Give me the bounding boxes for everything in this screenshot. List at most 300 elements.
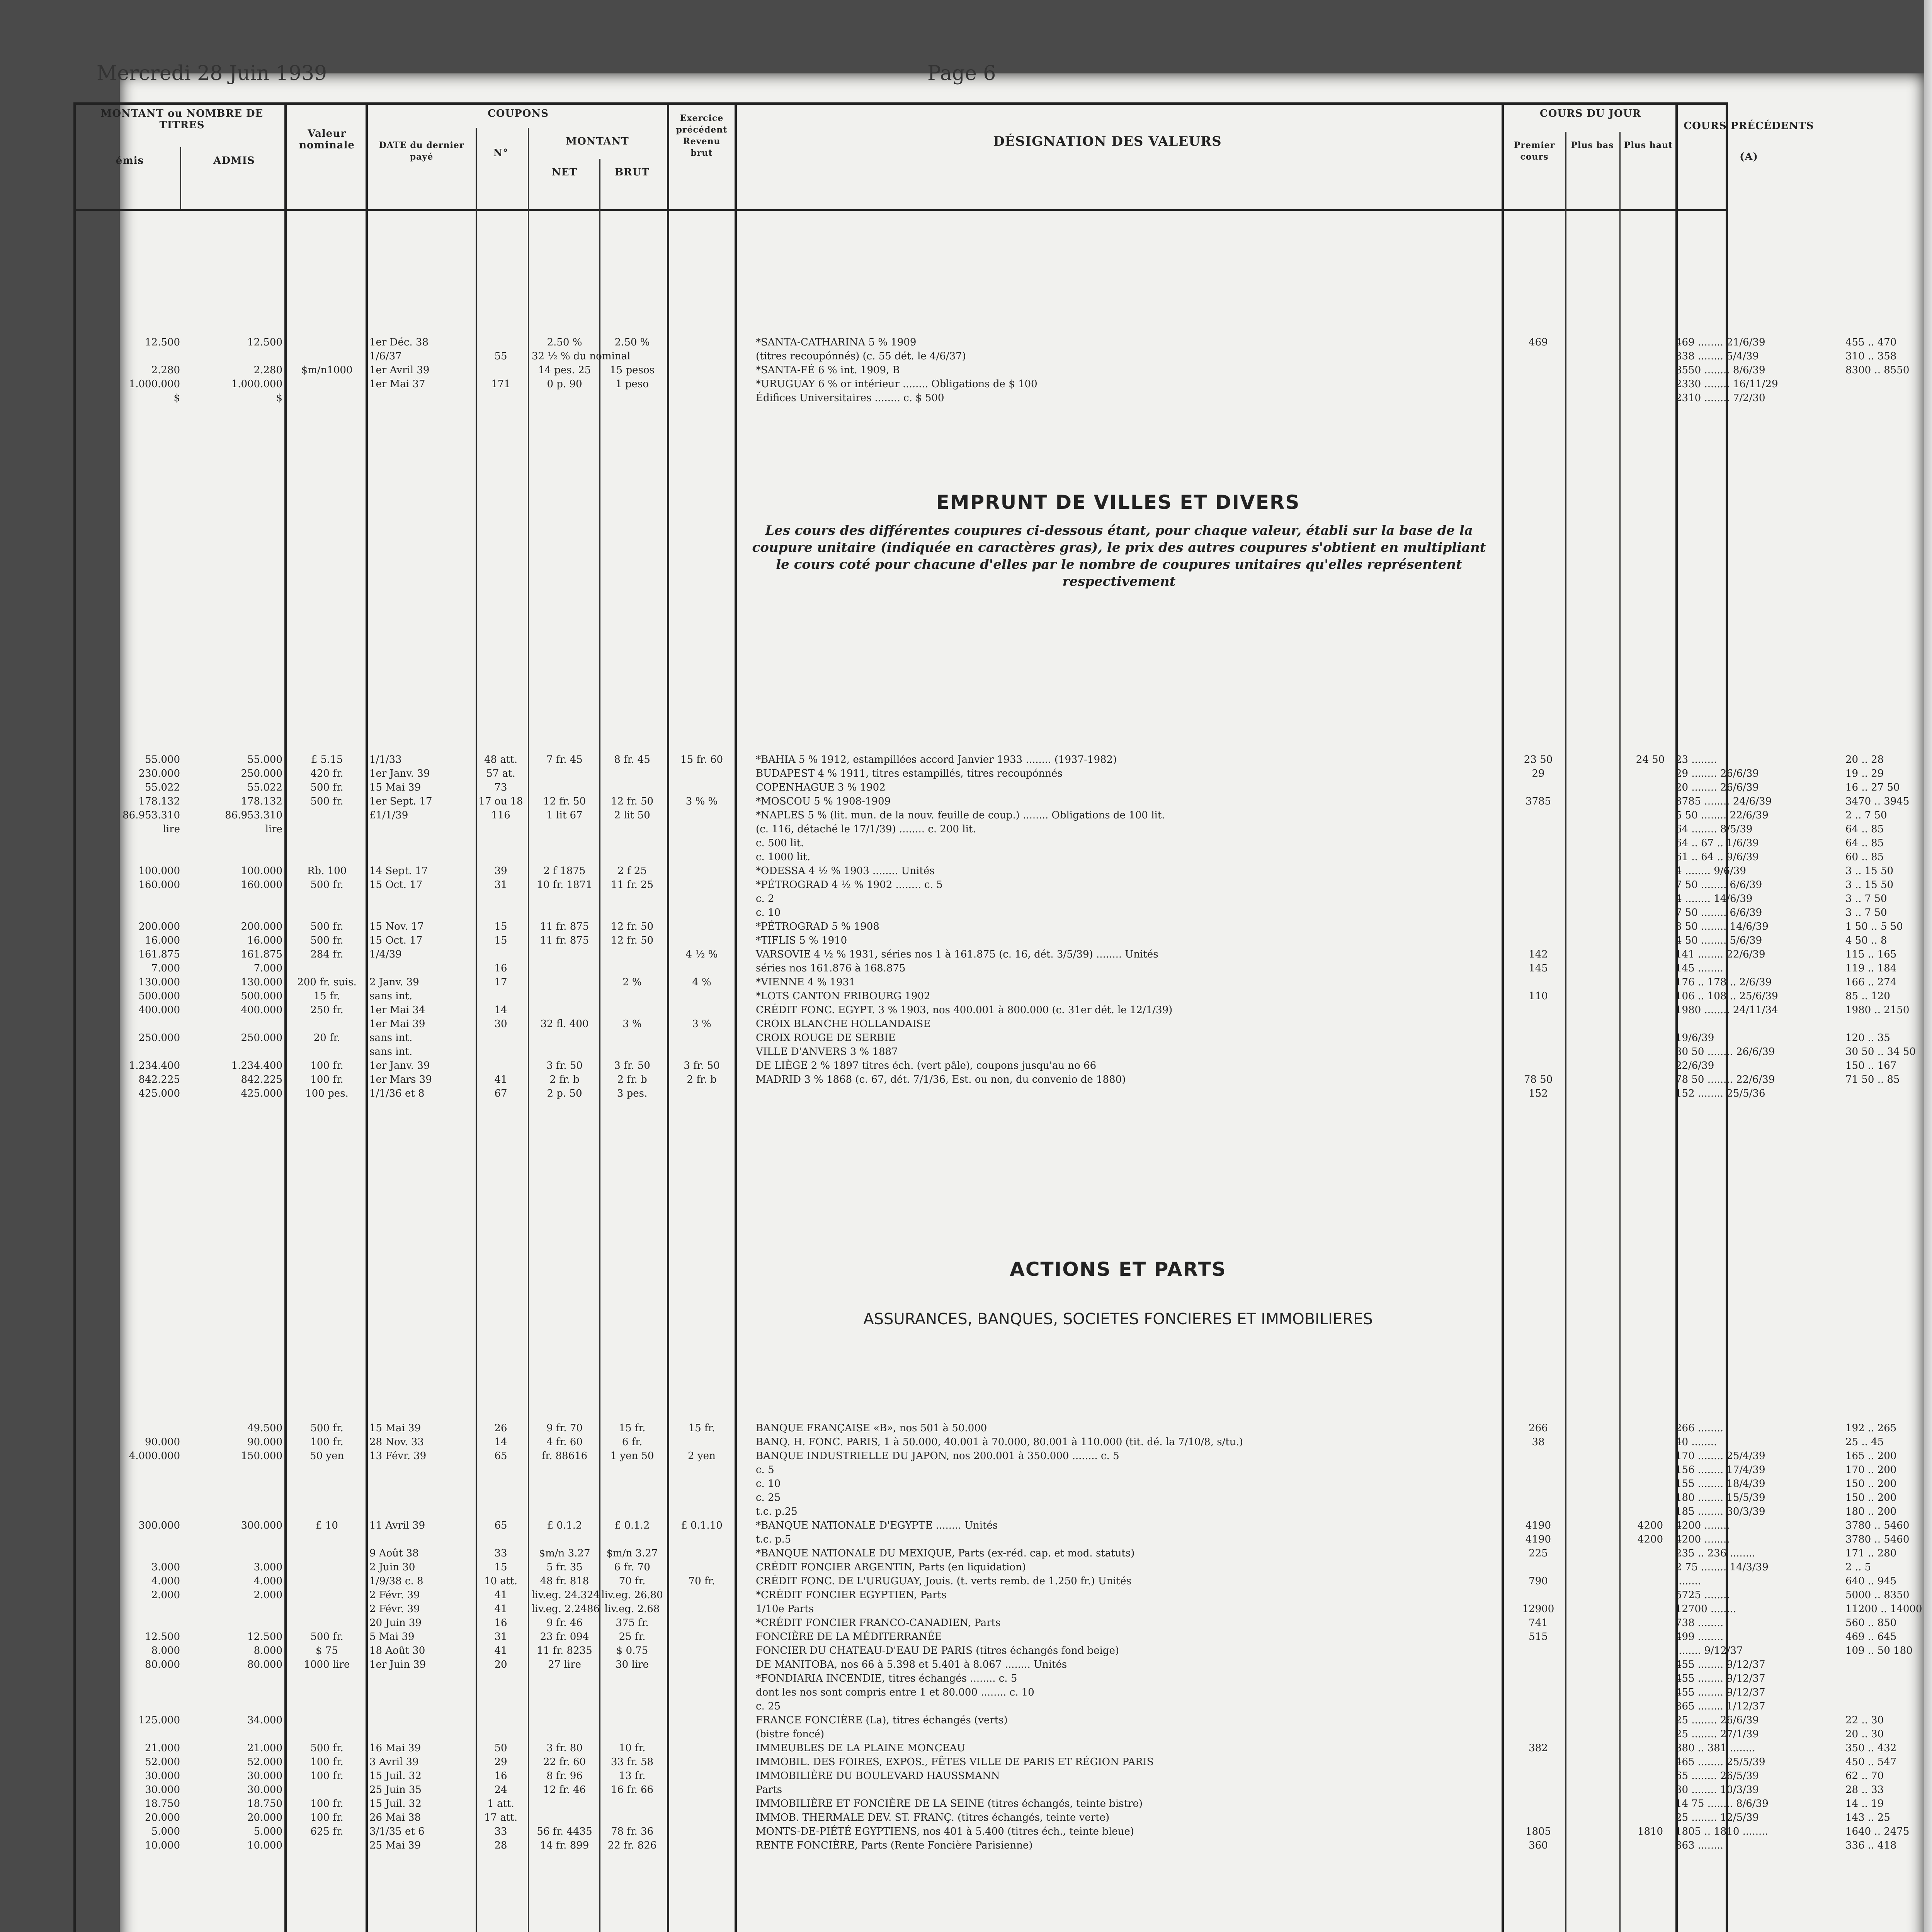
cell-pc: 38 <box>1532 1436 1545 1448</box>
cell-emis: 30.000 <box>145 1784 180 1796</box>
col-coupons: COUPONS <box>488 108 549 119</box>
cell-emis: 2.280 <box>151 364 180 376</box>
cell-val: 20 fr. <box>313 1032 340 1044</box>
cell-emis: 55.022 <box>145 782 180 793</box>
cell-des: CRÉDIT FONC. DE L'URUGUAY, Jouis. (t. verts remb. de 1.250 fr.) Unités <box>756 1575 1131 1587</box>
col-cours-precedents-a: (A) <box>1740 151 1758 163</box>
cell-net: liv.eg. 24.324 <box>532 1589 600 1601</box>
table-row <box>76 1074 1900 1087</box>
cell-prec: 22/6/39 <box>1675 1060 1714 1071</box>
cell-des: c. 5 <box>756 1464 774 1476</box>
table-row <box>76 865 1894 878</box>
cell-rel: 20 .. 28 <box>1845 754 1884 765</box>
cell-des: c. 10 <box>756 907 781 918</box>
cell-date: 15 Juil. 32 <box>369 1798 422 1810</box>
cell-prec: 4 50 ........ 5/6/39 <box>1675 935 1762 946</box>
cell-prec: 20 ........ 26/6/39 <box>1675 782 1759 793</box>
cell-admis: 34.000 <box>247 1714 282 1726</box>
cell-des: *BANQUE NATIONALE D'EGYPTE ........ Unités <box>756 1520 998 1531</box>
table-row <box>76 768 1884 781</box>
cell-val: 15 fr. <box>313 990 340 1002</box>
cell-rel: 11200 .. 14000 <box>1845 1603 1922 1615</box>
cell-admis: 160.000 <box>241 879 282 891</box>
table-row <box>76 823 1884 837</box>
cell-prec: 465 ........ 25/5/39 <box>1675 1756 1765 1768</box>
cell-date: £1/1/39 <box>369 810 408 821</box>
cell-net: £ 0.1.2 <box>547 1520 582 1531</box>
cell-net: 3 fr. 50 <box>546 1060 583 1071</box>
cell-brut: 3 pes. <box>617 1088 648 1099</box>
cell-des: (bistre foncé) <box>756 1728 825 1740</box>
cell-net: 10 fr. 1871 <box>537 879 592 891</box>
cell-admis: 18.750 <box>247 1798 282 1810</box>
cell-des: c. 2 <box>756 893 774 905</box>
cell-net: 4 fr. 60 <box>546 1436 583 1448</box>
cell-prec: 25 ........ 26/6/39 <box>1675 1714 1759 1726</box>
cell-emis: 160.000 <box>138 879 180 891</box>
cell-emis: 500.000 <box>138 990 180 1002</box>
cell-pc: 515 <box>1529 1631 1548 1643</box>
cell-rel: 640 .. 945 <box>1845 1575 1897 1587</box>
cell-brut: 2 % <box>622 976 642 988</box>
cell-des: *ODESSA 4 ½ % 1903 ........ Unités <box>756 865 935 877</box>
cell-prec: 4200 ........ <box>1675 1534 1730 1545</box>
cell-rel: 350 .. 432 <box>1845 1742 1897 1754</box>
cell-prec: 180 ........ 15/5/39 <box>1675 1492 1765 1503</box>
table-row <box>76 796 1910 809</box>
cell-val: 100 fr. <box>310 1074 344 1085</box>
cell-net: 14 fr. 899 <box>540 1840 589 1851</box>
cell-brut: 13 fr. <box>619 1770 646 1782</box>
cell-emis: 18.750 <box>145 1798 180 1810</box>
cell-prec: 2330 ........ 16/11/29 <box>1675 378 1778 390</box>
cell-emis: 10.000 <box>145 1840 180 1851</box>
cell-prec: 4 ........ 14/6/39 <box>1675 893 1753 905</box>
cell-rel: 119 .. 184 <box>1845 963 1897 974</box>
cell-brut: 2 lit 50 <box>614 810 650 821</box>
cell-des: 1/10e Parts <box>756 1603 814 1615</box>
col-plus-haut: Plus haut <box>1624 140 1673 150</box>
cell-emis: 20.000 <box>145 1812 180 1823</box>
cell-date: 26 Mai 38 <box>369 1812 421 1823</box>
cell-rel: 28 .. 33 <box>1845 1784 1884 1796</box>
cell-val: 250 fr. <box>310 1004 344 1016</box>
cell-prec: 5725 ........ <box>1675 1589 1730 1601</box>
cell-admis: 80.000 <box>247 1659 282 1670</box>
cell-no: 41 <box>494 1645 507 1656</box>
cell-prec: 25 ........ 12/5/39 <box>1675 1812 1759 1823</box>
cell-net: 5 fr. 35 <box>546 1561 583 1573</box>
cell-prec: 14 75 ........ 8/6/39 <box>1675 1798 1769 1810</box>
cell-emis: 200.000 <box>138 921 180 932</box>
cell-no: 41 <box>494 1603 507 1615</box>
cell-rev: 3 % <box>692 1018 711 1030</box>
cell-date: 16 Mai 39 <box>369 1742 421 1754</box>
cell-rel: 143 .. 25 <box>1845 1812 1890 1823</box>
cell-admis: 10.000 <box>247 1840 282 1851</box>
table-row <box>76 1561 1871 1575</box>
cell-rel: 560 .. 850 <box>1845 1617 1897 1629</box>
cell-no: 48 att. <box>484 754 517 765</box>
cell-emis: 7.000 <box>151 963 180 974</box>
table-row <box>76 837 1884 850</box>
cell-rev: 3 % % <box>685 796 718 807</box>
cell-brut: 12 fr. 50 <box>611 921 654 932</box>
cell-date: 1er Mars 39 <box>369 1074 432 1085</box>
cell-des: *MOSCOU 5 % 1908-1909 <box>756 796 891 807</box>
col-designation: DÉSIGNATION DES VALEURS <box>993 134 1222 149</box>
cell-val: 100 fr. <box>310 1812 344 1823</box>
cell-des: FONCIÈRE DE LA MÉDITERRANÉE <box>756 1631 942 1643</box>
col-net: NET <box>552 167 577 178</box>
cell-rel: 71 50 .. 85 <box>1845 1074 1900 1085</box>
cell-val: 1000 lire <box>304 1659 350 1670</box>
cell-rel: 150 .. 167 <box>1845 1060 1897 1071</box>
cell-emis: 90.000 <box>145 1436 180 1448</box>
cell-brut: 6 fr. <box>622 1436 643 1448</box>
cell-admis: 8.000 <box>253 1645 282 1656</box>
cell-des: c. 25 <box>756 1492 781 1503</box>
cell-admis: 3.000 <box>253 1561 282 1573</box>
cell-date: 2 Juin 30 <box>369 1561 415 1573</box>
cell-rel: 192 .. 265 <box>1845 1422 1897 1434</box>
cell-date: 15 Oct. 17 <box>369 879 423 891</box>
cell-prec: 8550 ........ 8/6/39 <box>1675 364 1765 376</box>
cell-val: 625 fr. <box>310 1826 344 1837</box>
cell-rel: 450 .. 547 <box>1845 1756 1897 1768</box>
cell-date: 1/1/33 <box>369 754 402 765</box>
section-emprunts-note: Les cours des différentes coupures ci-dessous étant, pour chaque valeur, établi sur la base de la coupure unitaire (indiquée en caractères gras), le prix des autres coupures s'obtient en multipliant le cours coté pour chacune d'elles par le nombre de coupures unitaires qu'elles représentent respectivement <box>752 523 1486 589</box>
table-row <box>76 754 1884 767</box>
cell-net: 22 fr. 60 <box>543 1756 586 1768</box>
cell-rev: 70 fr. <box>688 1575 715 1587</box>
table-row <box>76 1645 1913 1658</box>
cell-date: 1er Mai 34 <box>369 1004 425 1016</box>
cell-rev: £ 0.1.10 <box>681 1520 723 1531</box>
cell-net: 9 fr. 70 <box>546 1422 583 1434</box>
cell-date: 1/4/39 <box>369 949 402 960</box>
cell-des: *URUGUAY 6 % or intérieur ........ Obligations de $ 100 <box>756 378 1037 390</box>
cell-rel: 3 .. 15 50 <box>1845 865 1894 877</box>
cell-prec: 4200 ........ <box>1675 1520 1730 1531</box>
cell-rel: 455 .. 470 <box>1845 337 1897 348</box>
cell-net: 2 f 1875 <box>543 865 586 877</box>
cell-net: 1 lit 67 <box>546 810 583 821</box>
cell-no: 10 att. <box>484 1575 517 1587</box>
cell-net: 0 p. 90 <box>547 378 582 390</box>
table-row <box>76 1812 1890 1825</box>
cell-rel: 3470 .. 3945 <box>1845 796 1910 807</box>
cell-rel: 3780 .. 5460 <box>1845 1520 1910 1531</box>
cell-net: 32 fl. 400 <box>540 1018 589 1030</box>
cell-rel: 64 .. 85 <box>1845 823 1884 835</box>
col-numero: N° <box>493 147 509 159</box>
table-row <box>76 350 1897 364</box>
cell-prec: 5 50 ........ 22/6/39 <box>1675 810 1769 821</box>
table-row <box>76 1464 1897 1477</box>
cell-net: 9 fr. 46 <box>546 1617 583 1629</box>
cell-rel: 115 .. 165 <box>1845 949 1897 960</box>
cell-rel: 120 .. 35 <box>1845 1032 1890 1044</box>
col-date-dernier: DATE du dernier payé <box>379 140 464 162</box>
cell-rel: 1640 .. 2475 <box>1845 1826 1910 1837</box>
cell-val: 100 fr. <box>310 1436 344 1448</box>
cell-brut: 25 fr. <box>619 1631 646 1643</box>
col-montant-coupon: MONTANT <box>566 136 629 147</box>
cell-val: Rb. 100 <box>307 865 347 877</box>
table-row <box>76 1575 1897 1588</box>
cell-prec: 170 ........ 25/4/39 <box>1675 1450 1765 1462</box>
cell-rev: 2 yen <box>688 1450 716 1462</box>
cell-date: 1er Mai 37 <box>369 378 425 390</box>
cell-net: 8 fr. 96 <box>546 1770 583 1782</box>
cell-des: t.c. p.25 <box>756 1506 798 1517</box>
col-valeur: Valeur nominale <box>299 128 355 151</box>
cell-no: 41 <box>494 1589 507 1601</box>
cell-des: VILLE D'ANVERS 3 % 1887 <box>756 1046 898 1058</box>
cell-des: c. 10 <box>756 1478 781 1490</box>
cell-rel: 2 .. 5 <box>1845 1561 1871 1573</box>
cell-val: 500 fr. <box>310 1742 344 1754</box>
cell-rev: 3 fr. 50 <box>684 1060 720 1071</box>
cell-prec: 365 ........ 1/12/37 <box>1675 1701 1765 1712</box>
cell-no: 17 att. <box>484 1812 517 1823</box>
cell-des: Parts <box>756 1784 782 1796</box>
cell-prec: 455 ........ 9/12/37 <box>1675 1659 1765 1670</box>
cell-no: 39 <box>494 865 507 877</box>
cell-no: 14 <box>494 1436 507 1448</box>
cell-emis: 2.000 <box>151 1589 180 1601</box>
cell-val: 100 fr. <box>310 1060 344 1071</box>
cell-pc: 790 <box>1529 1575 1548 1587</box>
cell-emis: 52.000 <box>145 1756 180 1768</box>
cell-brut: 12 fr. 50 <box>611 935 654 946</box>
cell-rel: 4 50 .. 8 <box>1845 935 1887 946</box>
cell-prec: 78 50 ........ 22/6/39 <box>1675 1074 1775 1085</box>
table-row <box>76 1046 1916 1059</box>
cell-no: 73 <box>494 782 507 793</box>
cell-des: *LOTS CANTON FRIBOURG 1902 <box>756 990 930 1002</box>
cell-no: 171 <box>491 378 510 390</box>
cell-prec: ........ <box>1675 1575 1701 1587</box>
cell-pc: 29 <box>1532 768 1545 779</box>
table-row <box>76 1714 1884 1728</box>
cell-val: 500 fr. <box>310 782 344 793</box>
cell-pc: 78 50 <box>1524 1074 1553 1085</box>
table-row <box>76 1603 1922 1616</box>
cell-brut: 70 fr. <box>619 1575 646 1587</box>
col-montant: MONTANT ou NOMBRE DE TITRES <box>100 108 264 131</box>
cell-brut: 3 fr. 50 <box>614 1060 650 1071</box>
cell-val: 500 fr. <box>310 879 344 891</box>
table-row <box>76 1450 1897 1463</box>
cell-rel: 8300 .. 8550 <box>1845 364 1910 376</box>
cell-no: 50 <box>494 1742 507 1754</box>
cell-pc: 3785 <box>1525 796 1551 807</box>
table-row <box>76 949 1897 962</box>
cell-date: sans int. <box>369 990 412 1002</box>
cell-prec: 141 ........ 22/6/39 <box>1675 949 1765 960</box>
cell-emis: 3.000 <box>151 1561 180 1573</box>
cell-date: 2 Févr. 39 <box>369 1589 420 1601</box>
cell-prec: 19/6/39 <box>1675 1032 1714 1044</box>
cell-des: *SANTA-FÉ 6 % int. 1909, B <box>756 364 900 376</box>
cell-date: 15 Mai 39 <box>369 782 421 793</box>
cell-pc: 145 <box>1529 963 1548 974</box>
cell-admis: 20.000 <box>247 1812 282 1823</box>
cell-pc: 225 <box>1529 1548 1548 1559</box>
cell-emis: 16.000 <box>145 935 180 946</box>
cell-emis: 125.000 <box>138 1714 180 1726</box>
cell-date: 15 Nov. 17 <box>369 921 424 932</box>
table-row <box>76 1589 1910 1602</box>
cell-date: 1er Avril 39 <box>369 364 430 376</box>
cell-des: IMMOBILIÈRE DU BOULEVARD HAUSSMANN <box>756 1770 1000 1782</box>
cell-emis: 12.500 <box>145 1631 180 1643</box>
cell-des: *PÉTROGRAD 5 % 1908 <box>756 921 879 932</box>
cell-no: 1 att. <box>487 1798 514 1810</box>
cell-des: COPENHAGUE 3 % 1902 <box>756 782 886 793</box>
cell-des: *SANTA-CATHARINA 5 % 1909 <box>756 337 917 348</box>
cell-admis: 55.022 <box>247 782 282 793</box>
table-row <box>76 935 1887 948</box>
cell-net: 12 fr. 46 <box>543 1784 586 1796</box>
cell-emis: 55.000 <box>145 754 180 765</box>
table-row <box>76 392 1765 405</box>
cell-no: 24 <box>494 1784 507 1796</box>
cell-prec: 469 ........ 21/6/39 <box>1675 337 1765 348</box>
cell-des: IMMOBILIÈRE ET FONCIÈRE DE LA SEINE (titres échangés, teinte bistre) <box>756 1798 1143 1810</box>
cell-date: 9 Août 38 <box>369 1548 419 1559</box>
cell-net: 11 fr. 875 <box>540 935 589 946</box>
cell-emis: 8.000 <box>151 1645 180 1656</box>
section-actions: ACTIONS ET PARTS <box>1010 1258 1226 1281</box>
col-emis: émis <box>116 155 144 167</box>
cell-admis: 52.000 <box>247 1756 282 1768</box>
cell-prec: 29 ........ 26/6/39 <box>1675 768 1759 779</box>
cell-prec: 338 ........ 5/4/39 <box>1675 350 1759 362</box>
cell-no: 33 <box>494 1826 507 1837</box>
cell-admis: 178.132 <box>241 796 282 807</box>
cell-no: 17 <box>494 976 507 988</box>
cell-net: 12 fr. 50 <box>543 796 586 807</box>
table-row <box>76 810 1887 823</box>
table-row <box>76 1088 1765 1101</box>
cell-date: 25 Juin 35 <box>369 1784 422 1796</box>
cell-val: 420 fr. <box>310 768 344 779</box>
table-row <box>76 1534 1910 1547</box>
table-row <box>76 1659 1765 1672</box>
cell-ph: 4200 <box>1637 1520 1663 1531</box>
cell-rel: 3 .. 7 50 <box>1845 907 1887 918</box>
table-row <box>76 1436 1884 1449</box>
cell-pc: 110 <box>1529 990 1548 1002</box>
cell-brut: £ 0.1.2 <box>614 1520 650 1531</box>
cell-brut: 8 fr. 45 <box>614 754 650 765</box>
cell-no: 31 <box>494 879 507 891</box>
cell-prec: 64 ........ 8/5/39 <box>1675 823 1753 835</box>
cell-prec: 156 ........ 17/4/39 <box>1675 1464 1765 1476</box>
cell-des: (titres recoupónnés) (c. 55 dét. le 4/6/37) <box>756 350 966 362</box>
cell-emis: 300.000 <box>138 1520 180 1531</box>
cell-val: £ 5.15 <box>311 754 343 765</box>
cell-des: CROIX ROUGE DE SERBIE <box>756 1032 896 1044</box>
cell-no: 29 <box>494 1756 507 1768</box>
cell-brut: 22 fr. 826 <box>607 1840 657 1851</box>
cell-prec: 185 ........ 30/3/39 <box>1675 1506 1765 1517</box>
cell-emis: 178.132 <box>138 796 180 807</box>
cell-rel: 16 .. 27 50 <box>1845 782 1900 793</box>
cell-admis: $ <box>276 392 282 404</box>
cell-rel: 166 .. 274 <box>1845 976 1897 988</box>
cell-admis: 150.000 <box>241 1450 282 1462</box>
cell-no: 17 ou 18 <box>478 796 523 807</box>
cell-rel: 20 .. 30 <box>1845 1728 1884 1740</box>
cell-date: 1/6/37 <box>369 350 402 362</box>
cell-des: t.c. p.5 <box>756 1534 791 1545</box>
cell-rel: 180 .. 200 <box>1845 1506 1897 1517</box>
table-row <box>76 378 1778 391</box>
cell-pc: 741 <box>1529 1617 1548 1629</box>
cell-no: 33 <box>494 1548 507 1559</box>
cell-admis: 5.000 <box>253 1826 282 1837</box>
cell-admis: 4.000 <box>253 1575 282 1587</box>
cell-prec: 455 ........ 9/12/37 <box>1675 1673 1765 1684</box>
cell-no: 15 <box>494 935 507 946</box>
cell-rel: 170 .. 200 <box>1845 1464 1897 1476</box>
cell-pc: 469 <box>1529 337 1548 348</box>
cell-admis: 161.875 <box>241 949 282 960</box>
cell-rel: 30 50 .. 34 50 <box>1845 1046 1916 1058</box>
cell-date: 14 Sept. 17 <box>369 865 428 877</box>
cell-rel: 150 .. 200 <box>1845 1492 1897 1503</box>
cell-rel: 25 .. 45 <box>1845 1436 1884 1448</box>
cell-val: $ 75 <box>316 1645 338 1656</box>
cell-net: 48 fr. 818 <box>540 1575 589 1587</box>
table-row <box>76 1422 1897 1435</box>
cell-pc: 360 <box>1529 1840 1548 1851</box>
cell-des: DE MANITOBA, nos 66 à 5.398 et 5.401 à 8.067 ........ Unités <box>756 1659 1067 1670</box>
cell-des: *BANQUE NATIONALE DU MEXIQUE, Parts (ex-réd. cap. et mod. statuts) <box>756 1548 1135 1559</box>
cell-admis: 842.225 <box>241 1074 282 1085</box>
cell-des: *CRÉDIT FONCIER FRANCO-CANADIEN, Parts <box>756 1617 1001 1629</box>
cell-prec: 30 ........ 10/3/39 <box>1675 1784 1759 1796</box>
cell-des: BANQUE INDUSTRIELLE DU JAPON, nos 200.001 à 350.000 ........ c. 5 <box>756 1450 1119 1462</box>
cell-net: 2.50 % <box>547 337 582 348</box>
cell-prec: 7 50 ........ 6/6/39 <box>1675 879 1762 891</box>
cell-pc: 1805 <box>1525 1826 1551 1837</box>
cell-prec: 176 .. 178 .. 2/6/39 <box>1675 976 1772 988</box>
rule <box>180 147 181 209</box>
cell-rel: 150 .. 200 <box>1845 1478 1897 1490</box>
cell-date: 1/9/38 c. 8 <box>369 1575 423 1587</box>
cell-rev: 2 fr. b <box>687 1074 717 1085</box>
cell-des: MADRID 3 % 1868 (c. 67, dét. 7/1/36, Est. ou non, du convenio de 1880) <box>756 1074 1126 1085</box>
cell-no: 28 <box>494 1840 507 1851</box>
cell-val: $m/n1000 <box>301 364 353 376</box>
cell-ph: 4200 <box>1637 1534 1663 1545</box>
table-row <box>76 1784 1884 1797</box>
cell-net: 3 fr. 80 <box>546 1742 583 1754</box>
cell-no: 31 <box>494 1631 507 1643</box>
table-row <box>76 1756 1897 1769</box>
cell-pc: 12900 <box>1522 1603 1554 1615</box>
cell-pc: 152 <box>1529 1088 1548 1099</box>
cell-pc: 266 <box>1529 1422 1548 1434</box>
cell-emis: 80.000 <box>145 1659 180 1670</box>
cell-admis: 250.000 <box>241 768 282 779</box>
table-row <box>76 1018 1726 1031</box>
